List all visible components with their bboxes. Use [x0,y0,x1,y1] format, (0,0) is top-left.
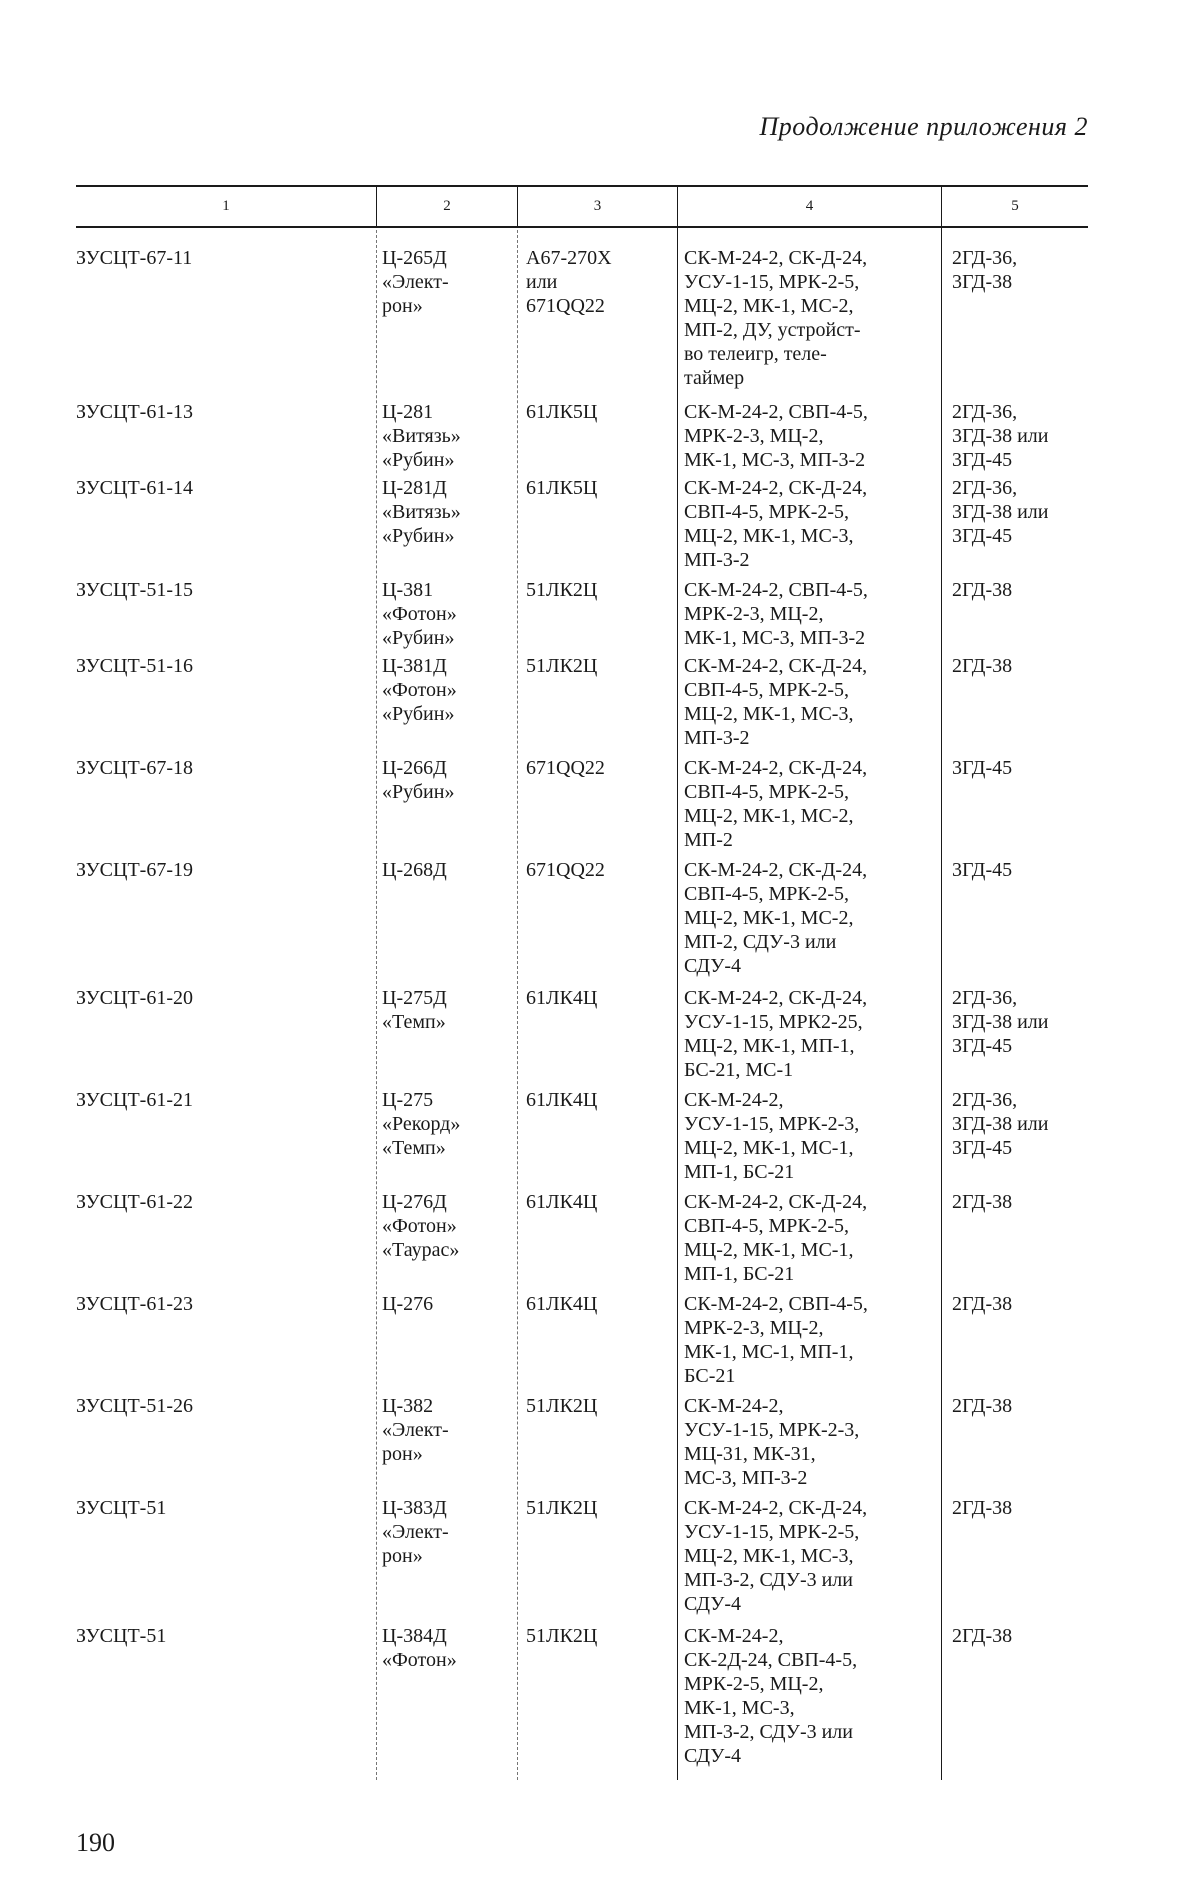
table-cell-tube: 671QQ22 [526,859,605,881]
column-divider [941,185,942,1780]
table-cell-tube: 61ЛК4Ц [526,1293,598,1315]
table-cell-tv: Ц-281 «Витязь» «Рубин» [382,401,461,471]
table-cell-tube: 671QQ22 [526,757,605,779]
table-cell-model: ЗУСЦТ-51 [76,1625,167,1647]
table-cell-tv: Ц-384Д «Фотон» [382,1625,457,1671]
table-cell-tv: Ц-265Д «Элект- рон» [382,247,449,317]
table-cell-speaker: 2ГД-36, 3ГД-38 или 3ГД-45 [952,1089,1049,1159]
header-col-4: 4 [805,198,814,214]
table-cell-tube: 61ЛК4Ц [526,987,598,1009]
table-cell-modules: СК-М-24-2, СВП-4-5, МРК-2-3, МЦ-2, МК-1, МС-1, МП-1, БС-21 [684,1293,868,1387]
table-cell-speaker: 2ГД-36, 3ГД-38 или 3ГД-45 [952,987,1049,1057]
table-cell-modules: СК-М-24-2, СК-Д-24, УСУ-1-15, МРК-2-5, МЦ-2, МК-1, МС-2, МП-2, ДУ, устройст- во телеигр, теле- таймер [684,247,868,389]
table-cell-speaker: 2ГД-36, 3ГД-38 или 3ГД-45 [952,401,1049,471]
table-cell-model: ЗУСЦТ-61-23 [76,1293,194,1315]
column-divider [517,230,518,1780]
table-cell-speaker: 3ГД-45 [952,859,1013,881]
table-cell-model: ЗУСЦТ-61-20 [76,987,194,1009]
table-cell-speaker: 2ГД-36, 3ГД-38 или 3ГД-45 [952,477,1049,547]
table-cell-speaker: 2ГД-38 [952,1293,1013,1315]
table-cell-model: ЗУСЦТ-67-18 [76,757,194,779]
table-cell-tv: Ц-281Д «Витязь» «Рубин» [382,477,461,547]
table-cell-model: ЗУСЦТ-51-16 [76,655,194,677]
table-cell-speaker: 2ГД-38 [952,1497,1013,1519]
table-cell-model: ЗУСЦТ-51-15 [76,579,194,601]
table-cell-tube: 61ЛК5Ц [526,401,598,423]
table-cell-speaker: 2ГД-38 [952,1395,1013,1417]
table-header-rule [76,226,1088,228]
table-cell-speaker: 2ГД-38 [952,1191,1013,1213]
header-col-3: 3 [593,198,602,214]
table-cell-modules: СК-М-24-2, СК-Д-24, УСУ-1-15, МРК2-25, МЦ-2, МК-1, МП-1, БС-21, МС-1 [684,987,868,1081]
table-cell-tube: А67-270Х или 671QQ22 [526,247,612,317]
table-cell-tv: Ц-381 «Фотон» «Рубин» [382,579,457,649]
table-cell-tv: Ц-276Д «Фотон» «Таурас» [382,1191,460,1261]
table-cell-modules: СК-М-24-2, СК-Д-24, СВП-4-5, МРК-2-5, МЦ-2, МК-1, МС-1, МП-1, БС-21 [684,1191,868,1285]
table-cell-speaker: 2ГД-38 [952,579,1013,601]
header-col-1: 1 [222,198,230,214]
table-cell-tv: Ц-381Д «Фотон» «Рубин» [382,655,457,725]
table-cell-modules: СК-М-24-2, УСУ-1-15, МРК-2-3, МЦ-31, МК-31, МС-3, МП-3-2 [684,1395,860,1489]
column-divider [677,185,678,1780]
table-cell-tv: Ц-383Д «Элект- рон» [382,1497,449,1567]
table-cell-model: ЗУСЦТ-67-11 [76,247,193,269]
table-cell-model: ЗУСЦТ-67-19 [76,859,194,881]
table-cell-tube: 51ЛК2Ц [526,655,598,677]
page-caption: Продолжение приложения 2 [759,112,1088,141]
table-cell-tube: 61ЛК4Ц [526,1191,598,1213]
table-cell-model: ЗУСЦТ-61-14 [76,477,194,499]
table-cell-tv: Ц-275Д «Темп» [382,987,447,1033]
table-cell-modules: СК-М-24-2, СК-Д-24, УСУ-1-15, МРК-2-5, МЦ-2, МК-1, МС-3, МП-3-2, СДУ-3 или СДУ-4 [684,1497,868,1615]
column-divider [376,230,377,1780]
table-cell-speaker: 2ГД-38 [952,1625,1013,1647]
page-number: 190 [76,1828,115,1857]
table-cell-modules: СК-М-24-2, СК-2Д-24, СВП-4-5, МРК-2-5, МЦ-2, МК-1, МС-3, МП-3-2, СДУ-3 или СДУ-4 [684,1625,858,1767]
table-cell-modules: СК-М-24-2, СВП-4-5, МРК-2-3, МЦ-2, МК-1, МС-3, МП-3-2 [684,579,868,649]
table-cell-tv: Ц-382 «Элект- рон» [382,1395,449,1465]
table-cell-tv: Ц-266Д «Рубин» [382,757,455,803]
table-top-rule [76,185,1088,187]
table-cell-modules: СК-М-24-2, СК-Д-24, СВП-4-5, МРК-2-5, МЦ-2, МК-1, МС-2, МП-2, СДУ-3 или СДУ-4 [684,859,868,977]
table-cell-modules: СК-М-24-2, УСУ-1-15, МРК-2-3, МЦ-2, МК-1, МС-1, МП-1, БС-21 [684,1089,860,1183]
table-cell-model: ЗУСЦТ-51 [76,1497,167,1519]
header-col-2: 2 [443,198,451,214]
table-cell-tv: Ц-275 «Рекорд» «Темп» [382,1089,461,1159]
table-cell-tv: Ц-276 [382,1293,434,1315]
table-cell-tube: 51ЛК2Ц [526,579,598,601]
table-cell-model: ЗУСЦТ-61-13 [76,401,194,423]
table-cell-speaker: 3ГД-45 [952,757,1013,779]
table-cell-tube: 61ЛК4Ц [526,1089,598,1111]
table-cell-model: ЗУСЦТ-51-26 [76,1395,194,1417]
table-cell-modules: СК-М-24-2, СК-Д-24, СВП-4-5, МРК-2-5, МЦ-2, МК-1, МС-3, МП-3-2 [684,477,868,571]
table-cell-modules: СК-М-24-2, СК-Д-24, СВП-4-5, МРК-2-5, МЦ-2, МК-1, МС-3, МП-3-2 [684,655,868,749]
table-cell-tube: 51ЛК2Ц [526,1395,598,1417]
table-cell-tube: 51ЛК2Ц [526,1497,598,1519]
table-cell-modules: СК-М-24-2, СВП-4-5, МРК-2-3, МЦ-2, МК-1, МС-3, МП-3-2 [684,401,868,471]
table-cell-tube: 61ЛК5Ц [526,477,598,499]
table-cell-tv: Ц-268Д [382,859,447,881]
table-cell-modules: СК-М-24-2, СК-Д-24, СВП-4-5, МРК-2-5, МЦ-2, МК-1, МС-2, МП-2 [684,757,868,851]
header-col-5: 5 [1011,198,1019,214]
table-cell-tube: 51ЛК2Ц [526,1625,598,1647]
table-cell-model: ЗУСЦТ-61-22 [76,1191,194,1213]
table-cell-speaker: 2ГД-38 [952,655,1013,677]
table-cell-model: ЗУСЦТ-61-21 [76,1089,194,1111]
table-cell-speaker: 2ГД-36, 3ГД-38 [952,247,1018,293]
